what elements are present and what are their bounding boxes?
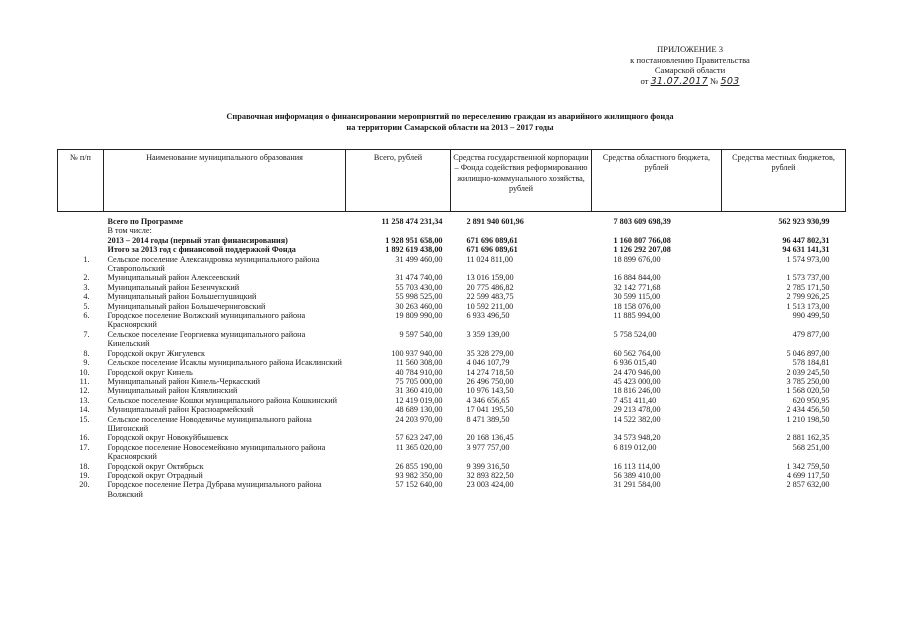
amount-regional: 34 573 948,20 [613, 433, 661, 443]
amount-fund: 20 168 136,45 [466, 433, 514, 443]
amount-local: 2 039 245,50 [786, 367, 830, 377]
amount-regional: 56 389 410,00 [613, 470, 661, 480]
table-row [58, 405, 846, 414]
municipality-name: Городской округ Жигулевск [107, 348, 205, 358]
amount-regional: 16 884 844,00 [613, 273, 661, 283]
row-number: 10. [79, 367, 90, 377]
municipality-name: Муниципальный район Большечерниговский [107, 301, 266, 311]
amount-regional: 30 599 115,00 [613, 292, 661, 302]
municipality-name: Муниципальный район Большеглушицкий [107, 292, 257, 302]
amount-local: 1 210 198,50 [786, 414, 830, 424]
amount-fund: 32 893 822,50 [466, 470, 514, 480]
funding-table [57, 149, 846, 499]
row-number: 8. [83, 348, 90, 358]
row-number: 4. [83, 292, 90, 302]
amount-local: 3 785 250,00 [786, 376, 830, 386]
title-line-2: на территории Самарской области на 2013 – 2017 годы [346, 122, 554, 132]
date-prefix: от [640, 75, 649, 86]
document-title [90, 112, 810, 134]
amount-fund: 13 016 159,00 [466, 273, 514, 283]
municipality-name: Сельское поселение Александровка муниципального района Ставропольский [107, 254, 320, 274]
amount-total: 93 982 350,00 [395, 470, 443, 480]
handwritten-date: 31.07.2017 [650, 75, 708, 87]
amount-regional: 18 158 076,00 [613, 301, 661, 311]
row-number: 1. [83, 254, 90, 264]
amount-total: 57 152 640,00 [395, 480, 443, 490]
amount-regional: 18 816 246,00 [613, 386, 661, 396]
amount-total: 31 360 410,00 [395, 386, 443, 396]
table-row [58, 462, 846, 471]
summary-regional: 7 803 609 698,39 [613, 217, 671, 226]
row-number: 12. [79, 386, 90, 396]
amount-total: 100 937 940,00 [391, 348, 443, 358]
table-row [58, 311, 846, 330]
amount-total: 55 703 430,00 [395, 282, 443, 292]
amount-local: 4 699 117,50 [786, 470, 830, 480]
amount-total: 31 474 740,00 [395, 273, 443, 283]
stage1-total: 1 928 951 658,00 [385, 235, 443, 245]
table-row [58, 330, 846, 349]
stage1-fund: 671 696 089,61 [466, 235, 518, 245]
amount-local: 620 950,95 [792, 395, 830, 405]
amount-local: 1 513 173,00 [786, 301, 830, 311]
municipality-name: Сельское поселение Георгиевка муниципального района Кинельский [107, 329, 306, 349]
amount-local: 2 799 926,25 [786, 292, 830, 302]
amount-total: 48 689 130,00 [395, 405, 443, 415]
amount-regional: 45 423 000,00 [613, 376, 661, 386]
amount-regional: 31 291 584,00 [613, 480, 661, 490]
row-number: 17. [79, 442, 90, 452]
amount-total: 24 203 970,00 [395, 414, 443, 424]
amount-regional: 6 936 015,40 [613, 358, 657, 368]
table-row [58, 377, 846, 386]
stage1-regional: 1 160 807 766,08 [613, 235, 671, 245]
table-row [58, 396, 846, 405]
amount-local: 2 857 632,00 [786, 480, 830, 490]
amount-local: 990 499,50 [792, 311, 830, 321]
table-row [58, 415, 846, 434]
amount-total: 11 365 020,00 [395, 442, 443, 452]
amount-total: 11 560 308,00 [395, 358, 443, 368]
amount-regional: 14 522 382,00 [613, 414, 661, 424]
header-total: Всего, рублей [346, 150, 451, 212]
amount-total: 9 597 540,00 [399, 329, 443, 339]
amount-regional: 32 142 771,68 [613, 282, 661, 292]
row-number: 20. [79, 480, 90, 490]
amount-fund: 17 041 195,50 [466, 405, 514, 415]
amount-fund: 10 976 143,50 [466, 386, 514, 396]
amount-regional: 29 213 478,00 [613, 405, 661, 415]
municipality-name: Муниципальный район Красноармейский [107, 405, 254, 415]
amount-fund: 8 471 389,50 [466, 414, 510, 424]
municipality-name: Сельское поселение Новодевичье муниципального района Шигонский [107, 414, 312, 433]
municipality-name: Городской округ Отрадный [107, 470, 203, 480]
row-number: 14. [79, 405, 90, 415]
including-row [58, 226, 846, 235]
table-row [58, 443, 846, 462]
amount-fund: 3 977 757,00 [466, 442, 510, 452]
amount-total: 19 809 990,00 [395, 311, 443, 321]
summary-row-2013 [58, 245, 846, 254]
amount-regional: 18 899 676,00 [613, 254, 661, 264]
amount-regional: 6 819 012,00 [613, 442, 657, 452]
row-number: 7. [83, 329, 90, 339]
stage1-label: 2013 – 2014 годы (первый этап финансирования) [107, 235, 288, 245]
municipality-name: Городское поселение Волжский муниципального района Красноярский [107, 311, 306, 330]
amount-local: 2 785 171,50 [786, 282, 830, 292]
table-row [58, 292, 846, 301]
municipality-name: Городской округ Кинель [107, 367, 193, 377]
including-label: В том числе: [107, 226, 152, 236]
municipality-name: Городской округ Новокуйбышевск [107, 433, 229, 443]
amount-local: 1 342 759,50 [786, 461, 830, 471]
row-number: 6. [83, 311, 90, 321]
amount-local: 568 251,00 [792, 442, 830, 452]
table-row [58, 358, 846, 367]
appendix-line1: к постановлению Правительства [630, 54, 750, 65]
amount-fund: 9 399 316,50 [466, 461, 510, 471]
municipality-name: Муниципальный район Кинель-Черкасский [107, 376, 260, 386]
amount-local: 1 573 737,00 [786, 273, 830, 283]
table-header-row [58, 150, 846, 212]
number-prefix: № [710, 75, 719, 86]
amount-fund: 4 346 656,65 [466, 395, 510, 405]
amount-local: 2 434 456,50 [786, 405, 830, 415]
amount-local: 578 184,81 [792, 358, 830, 368]
municipality-name: Сельское поселение Кошки муниципального района Кошкинский [107, 395, 337, 405]
appendix-title: ПРИЛОЖЕНИЕ 3 [656, 44, 724, 54]
handwritten-number: 503 [720, 75, 740, 87]
appendix-block [600, 44, 780, 87]
amount-fund: 23 003 424,00 [466, 480, 514, 490]
table-row [58, 255, 846, 274]
amount-local: 1 568 020,50 [786, 386, 830, 396]
y2013-label: Итого за 2013 год с финансовой поддержкой Фонда [107, 245, 296, 255]
amount-fund: 3 359 139,00 [466, 329, 510, 339]
row-number: 3. [83, 282, 90, 292]
y2013-regional: 1 126 292 207,08 [613, 245, 671, 255]
amount-regional: 5 758 524,00 [613, 329, 657, 339]
summary-row-stage1 [58, 236, 846, 245]
amount-fund: 10 592 211,00 [466, 301, 514, 311]
amount-regional: 16 113 114,00 [613, 461, 660, 471]
row-number: 13. [79, 395, 90, 405]
y2013-fund: 671 696 089,61 [466, 245, 518, 255]
stage1-local: 96 447 802,31 [782, 235, 830, 245]
amount-fund: 11 024 811,00 [466, 254, 513, 264]
amount-total: 57 623 247,00 [395, 433, 443, 443]
amount-local: 1 574 973,00 [786, 254, 830, 264]
row-number: 5. [83, 301, 90, 311]
amount-local: 2 881 162,35 [786, 433, 830, 443]
amount-regional: 60 562 764,00 [613, 348, 661, 358]
amount-fund: 20 775 486,82 [466, 282, 514, 292]
row-number: 15. [79, 414, 90, 424]
row-number: 9. [83, 358, 90, 368]
amount-fund: 22 599 483,75 [466, 292, 514, 302]
table-row [58, 471, 846, 480]
amount-regional: 24 470 946,00 [613, 367, 661, 377]
amount-regional: 11 885 994,00 [613, 311, 661, 321]
header-name: Наименование муниципального образования [104, 150, 346, 212]
municipality-name: Городское поселение Новосемейкино муниципального района Красноярский [107, 442, 326, 462]
municipality-name: Муниципальный район Безенчукский [107, 282, 240, 292]
municipality-name: Сельское поселение Исаклы муниципального района Исаклинский [107, 358, 342, 368]
amount-fund: 35 328 279,00 [466, 348, 514, 358]
y2013-local: 94 631 141,31 [782, 245, 830, 255]
table-row [58, 283, 846, 292]
header-local: Средства местных бюджетов, рублей [722, 150, 846, 212]
municipality-name: Городской округ Октябрьск [107, 461, 204, 471]
summary-row-program-total [58, 217, 846, 226]
row-number: 16. [79, 433, 90, 443]
row-number: 11. [79, 376, 90, 386]
municipality-name: Муниципальный район Клявлинский [107, 386, 238, 396]
summary-total: 11 258 474 231,34 [381, 217, 443, 226]
table-row [58, 273, 846, 282]
amount-fund: 6 933 496,50 [466, 311, 510, 321]
header-fund: Средства государственной корпорации – Фонда содействия реформированию жилищно-коммунального хозяйства, рублей [451, 150, 592, 212]
table-row [58, 349, 846, 358]
amount-total: 30 263 460,00 [395, 301, 443, 311]
amount-total: 26 855 190,00 [395, 461, 443, 471]
header-regional: Средства областного бюджета, рублей [592, 150, 722, 212]
table-row [58, 480, 846, 499]
amount-total: 12 419 019,00 [395, 395, 443, 405]
amount-total: 55 998 525,00 [395, 292, 443, 302]
amount-fund: 26 496 750,00 [466, 376, 514, 386]
table-row [58, 302, 846, 311]
municipality-name: Муниципальный район Алексеевский [107, 273, 240, 283]
amount-total: 75 705 000,00 [395, 376, 443, 386]
header-no: № п/п [58, 150, 104, 212]
table-row [58, 433, 846, 442]
row-number: 18. [79, 461, 90, 471]
table-row [58, 386, 846, 395]
row-number: 2. [83, 273, 90, 283]
title-line-1: Справочная информация о финансировании мероприятий по переселению граждан из аварийного жилищного фонда [226, 112, 674, 121]
table-row [58, 368, 846, 377]
appendix-line2: Самарской области [654, 65, 726, 76]
row-number: 19. [79, 470, 90, 480]
amount-total: 40 784 910,00 [395, 367, 443, 377]
amount-fund: 4 046 107,79 [466, 358, 510, 368]
amount-regional: 7 451 411,40 [613, 395, 657, 405]
municipality-name: Городское поселение Петра Дубрава муниципального района Волжский [107, 480, 322, 499]
summary-label: Всего по Программе [107, 217, 184, 226]
amount-fund: 14 274 718,50 [466, 367, 514, 377]
amount-local: 5 046 897,00 [786, 348, 830, 358]
appendix-date-line [600, 76, 780, 88]
amount-total: 31 499 460,00 [395, 254, 443, 264]
y2013-total: 1 892 619 438,00 [385, 245, 443, 255]
amount-local: 479 877,00 [792, 329, 830, 339]
summary-local: 562 923 930,99 [778, 217, 830, 226]
summary-fund: 2 891 940 601,96 [466, 217, 524, 226]
